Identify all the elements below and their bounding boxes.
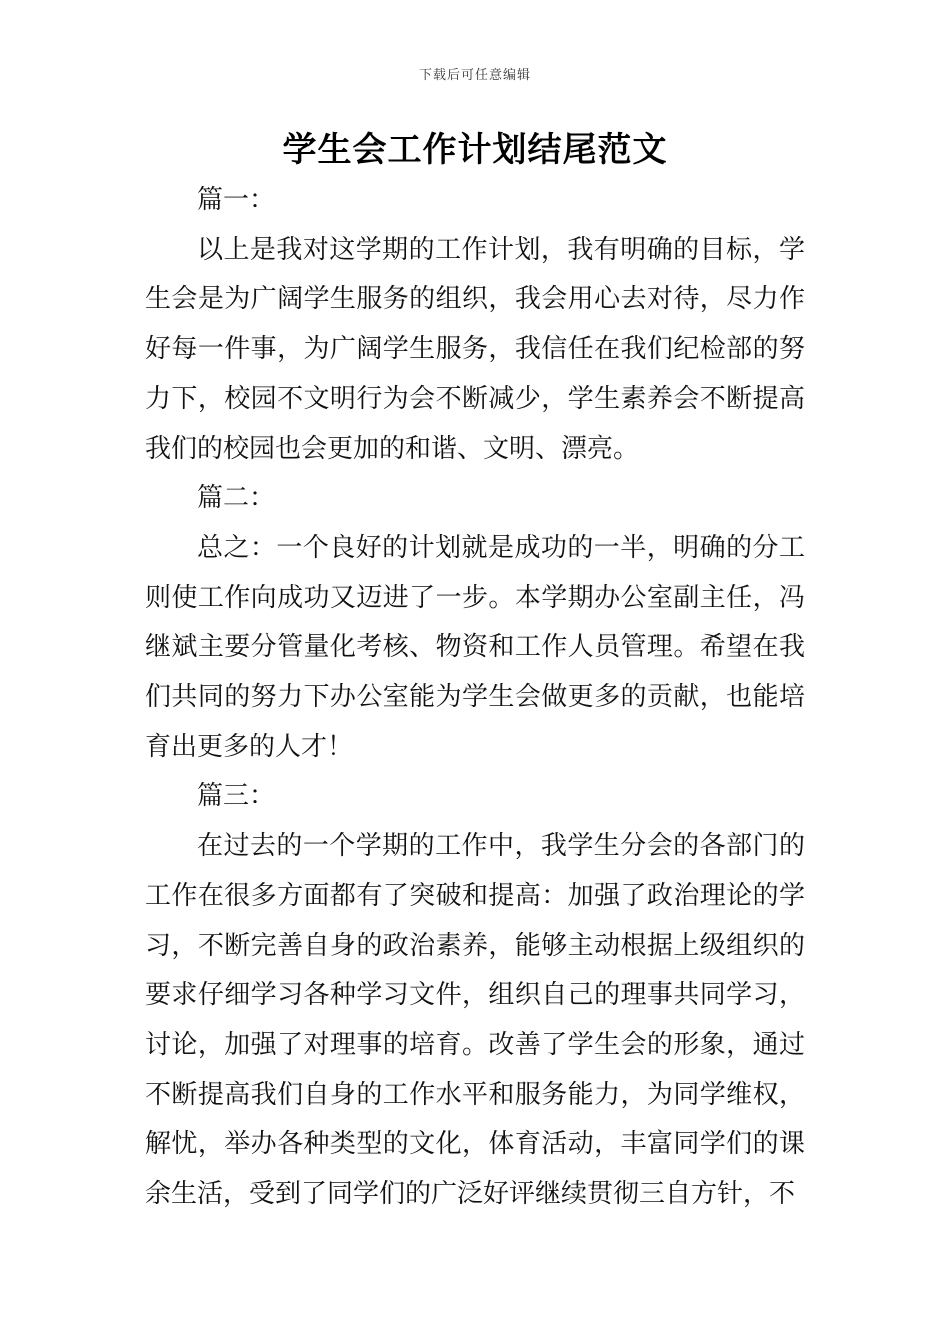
- section-heading-1: 篇一：: [197, 185, 276, 215]
- section-heading-3: 篇三：: [197, 781, 276, 812]
- document-body: [145, 176, 805, 1220]
- header-note: 下载后可任意编辑: [418, 68, 531, 83]
- section-heading-2: 篇二：: [197, 483, 276, 514]
- section-paragraph-3: 在过去的一个学期的工作中，我学生分会的各部门的工作在很多方面都有了突破和提高：加强了政治理论的学习，不断完善自身的政治素养，能够主动根据上级组织的要求仔细学习各种学习文件，组织自己的理事共同学习，讨论，加强了对理事的培育。改善了学生会的形象，通过不断提高我们自身的工作水平和服务能力，为同学维权，解忧，举办各种类型的文化，体育活动，丰富同学们的课余生活，受到了同学们的广泛好评继续贯彻三自方针，不: [145, 831, 805, 1210]
- document-title: 学生会工作计划结尾范文: [282, 130, 668, 170]
- section-paragraph-1: 以上是我对这学期的工作计划，我有明确的目标，学生会是为广阔学生服务的组织，我会用心去对待，尽力作好每一件事，为广阔学生服务，我信任在我们纪检部的努力下，校园不文明行为会不断减少，学生素养会不断提高我们的校园也会更加的和谐、文明、漂亮。: [145, 234, 805, 464]
- section-paragraph-2: 总之：一个良好的计划就是成功的一半，明确的分工则使工作向成功又迈进了一步。本学期办公室副主任，冯继斌主要分管量化考核、物资和工作人员管理。希望在我们共同的努力下办公室能为学生会做更多的贡献，也能培育出更多的人才！: [145, 532, 805, 762]
